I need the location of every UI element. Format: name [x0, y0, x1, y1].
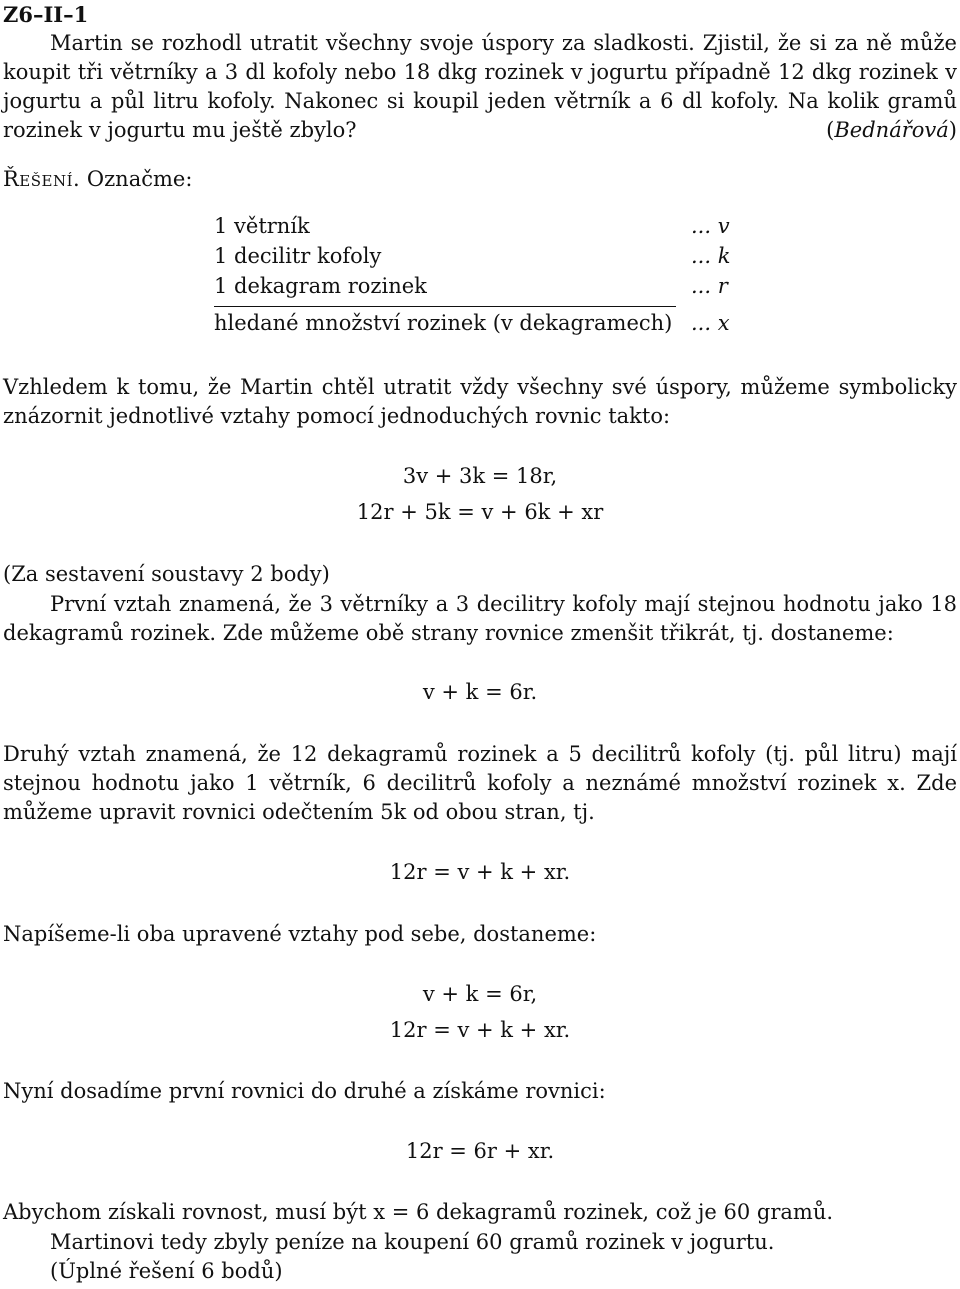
problem-author: (Bednářová) [826, 118, 957, 142]
equation-reduced [0, 678, 960, 714]
equation: 12r = v + k + xr. [389, 860, 571, 884]
paragraph-combine: Napíšeme-li oba upravené vztahy pod sebe, dostaneme: [3, 922, 597, 946]
paragraph-first-relation: První vztah znamená, že 3 větrníky a 3 decilitry kofoly mají stejnou hodnotu jako 18 dekagramů rozinek. Zde můžeme obě strany rovnice zmenšit třikrát, tj. dostaneme: [3, 592, 957, 645]
legend-label: 1 dekagram rozinek [214, 274, 427, 298]
equation: 12r + 5k = v + 6k + xr [356, 500, 604, 524]
paragraph-second-relation: Druhý vztah znamená, že 12 dekagramů rozinek a 5 decilitrů kofoly (tj. půl litru) mají stejnou hodnotu jako 1 větrník, 6 decilitrů kofoly a neznámé množství rozinek x. Zde můžeme upravit rovnici odečtením 5k od obou stran, tj. [3, 742, 957, 824]
paragraph-substitute: Nyní dosadíme první rovnici do druhé a získáme rovnici: [3, 1079, 606, 1103]
legend-divider [214, 306, 676, 307]
problem-heading: Z6–II–1 [3, 2, 89, 27]
equation-subtracted [0, 858, 960, 894]
variable-legend [214, 212, 760, 339]
problem-statement [3, 29, 957, 145]
legend-label: hledané množství rozinek (v dekagramech) [214, 311, 673, 335]
solution-intro [3, 165, 957, 194]
equation-system-2 [0, 980, 960, 1052]
legend-symbol: ... r [691, 274, 728, 298]
equation-substituted [0, 1137, 960, 1173]
legend-symbol: ... k [691, 244, 731, 268]
problem-text: Martin se rozhodl utratit všechny svoje úspory za sladkosti. Zjistil, že si za ně může koupit tři větrníky a 3 dl kofoly nebo 18 dkg rozinek v jogurtu případně 12 dkg rozinek v jogurtu a půl litru kofoly. Nakonec si koupil jeden větrník a 6 dl kofoly. Na kolik gramů rozinek v jogurtu mu ještě zbylo? [3, 31, 957, 142]
equation-system-1 [0, 462, 960, 534]
equation: v + k = 6r. [422, 680, 538, 704]
legend-row [214, 212, 760, 242]
equation: 12r = v + k + xr. [389, 1018, 571, 1042]
legend-label: 1 decilitr kofoly [214, 244, 382, 268]
legend-row [214, 242, 760, 272]
paragraph-answer: Martinovi tedy zbyly peníze na koupení 60 gramů rozinek v jogurtu. [50, 1230, 775, 1254]
points-note: (Za sestavení soustavy 2 body) [3, 562, 330, 586]
paragraph-relations: Vzhledem k tomu, že Martin chtěl utratit vždy všechny své úspory, můžeme symbolicky znázornit jednotlivé vztahy pomocí jednoduchých rovnic takto: [3, 375, 957, 428]
equation: 12r = 6r + xr. [405, 1139, 555, 1163]
paragraph-conclusion: Abychom získali rovnost, musí být x = 6 dekagramů rozinek, což je 60 gramů. [3, 1200, 834, 1224]
legend-symbol: ... v [691, 214, 730, 238]
equation: v + k = 6r, [422, 982, 538, 1006]
solution-label: Řešení. [3, 167, 81, 191]
legend-symbol: ... x [691, 311, 730, 335]
equation: 3v + 3k = 18r, [402, 464, 558, 488]
legend-row [214, 272, 760, 302]
legend-label: 1 větrník [214, 214, 310, 238]
legend-row [214, 309, 760, 339]
points-total: (Úplné řešení 6 bodů) [50, 1259, 283, 1283]
solution-intro-text: Označme: [86, 167, 193, 191]
